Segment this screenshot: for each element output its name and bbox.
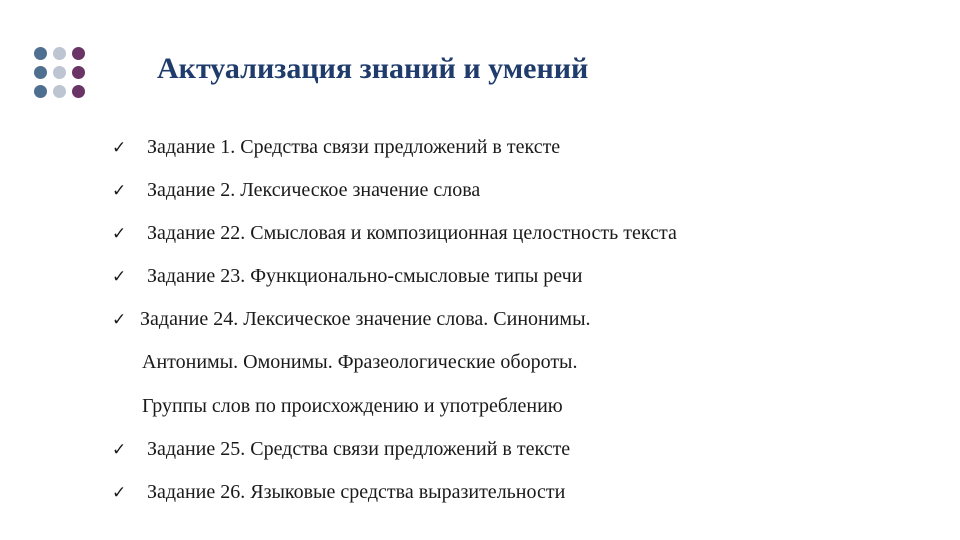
checkmark-icon: ✓ <box>112 224 127 244</box>
list-item-text: Задание 1. Средства связи предложений в тексте <box>142 136 561 158</box>
list-item <box>112 221 677 246</box>
checkmark-icon: ✓ <box>112 483 127 503</box>
list-item <box>112 480 565 505</box>
dot-icon <box>34 85 47 98</box>
checkmark-icon: ✓ <box>112 181 127 201</box>
dot-icon <box>72 66 85 79</box>
checkmark-icon: ✓ <box>112 310 127 330</box>
dot-icon <box>53 66 66 79</box>
dot-icon <box>72 85 85 98</box>
list-item-text: Задание 22. Смысловая и композиционная целостность текста <box>142 222 677 244</box>
dot-icon <box>53 47 66 60</box>
list-item <box>112 264 582 289</box>
dot-icon <box>34 66 47 79</box>
list-item <box>112 178 480 203</box>
list-item <box>112 307 591 332</box>
dot-icon <box>72 47 85 60</box>
list-item-text: Задание 24. Лексическое значение слова. Синонимы. <box>140 308 591 330</box>
list-item-text: Задание 25. Средства связи предложений в тексте <box>142 438 571 460</box>
dot-icon <box>34 47 47 60</box>
list-item-text: Задание 2. Лексическое значение слова <box>142 179 481 201</box>
list-item-continuation: Антонимы. Омонимы. Фразеологические обороты. <box>142 351 578 373</box>
list-item-text: Задание 26. Языковые средства выразительности <box>142 481 566 503</box>
checkmark-icon: ✓ <box>112 267 127 287</box>
checkmark-icon: ✓ <box>112 138 127 158</box>
checkmark-icon: ✓ <box>112 440 127 460</box>
dot-icon <box>53 85 66 98</box>
list-item <box>112 135 560 160</box>
decorative-dots-icon <box>34 47 86 99</box>
list-item-text: Задание 23. Функционально-смысловые типы речи <box>142 265 583 287</box>
list-item-continuation: Группы слов по происхождению и употреблению <box>142 395 563 417</box>
slide-title: Актуализация знаний и умений <box>157 52 589 85</box>
list-item <box>112 437 570 462</box>
